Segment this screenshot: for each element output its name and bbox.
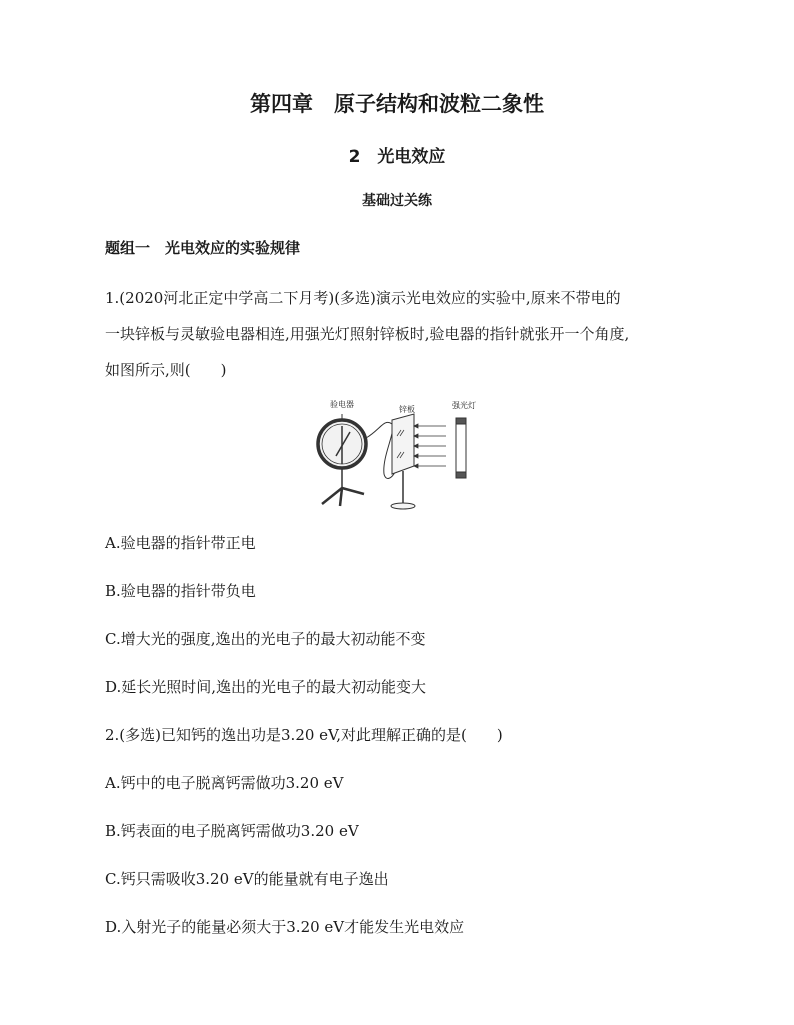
light-rays bbox=[414, 424, 446, 468]
group-title: 题组一 光电效应的实验规律 bbox=[105, 239, 301, 257]
electroscope-label: 验电器 bbox=[330, 400, 354, 409]
q1-stem-line3: 如图所示,则( ) bbox=[105, 361, 227, 379]
q1-option-a: A.验电器的指针带正电 bbox=[105, 534, 256, 552]
lamp-label: 强光灯 bbox=[452, 401, 476, 410]
q2-option-b: B.钙表面的电子脱离钙需做功3.20 eV bbox=[105, 822, 359, 840]
chapter-title: 第四章 原子结构和波粒二象性 bbox=[250, 92, 544, 116]
zinc-plate-label: 锌板 bbox=[399, 405, 415, 414]
section-title: 2 光电效应 bbox=[348, 147, 446, 167]
zinc-plate bbox=[391, 414, 415, 509]
q2-option-d: D.入射光子的能量必须大于3.20 eV才能发生光电效应 bbox=[105, 918, 465, 936]
connecting-wire bbox=[366, 422, 395, 478]
q2-stem: 2.(多选)已知钙的逸出功是3.20 eV,对此理解正确的是( ) bbox=[105, 726, 503, 744]
electroscope bbox=[318, 414, 366, 506]
q2-option-c: C.钙只需吸收3.20 eV的能量就有电子逸出 bbox=[105, 870, 389, 888]
q1-option-c: C.增大光的强度,逸出的光电子的最大初动能不变 bbox=[105, 630, 426, 648]
q2-option-a: A.钙中的电子脱离钙需做功3.20 eV bbox=[105, 774, 344, 792]
q1-option-d: D.延长光照时间,逸出的光电子的最大初动能变大 bbox=[105, 678, 427, 696]
photoelectric-apparatus-figure bbox=[300, 396, 492, 516]
lamp-icon bbox=[456, 418, 466, 478]
q1-stem-line2: 一块锌板与灵敏验电器相连,用强光灯照射锌板时,验电器的指针就张开一个角度, bbox=[105, 325, 630, 343]
q1-option-b: B.验电器的指针带负电 bbox=[105, 582, 256, 600]
practice-title: 基础过关练 bbox=[362, 193, 432, 209]
q1-stem-line1: 1.(2020河北正定中学高二下月考)(多选)演示光电效应的实验中,原来不带电的 bbox=[105, 289, 621, 307]
